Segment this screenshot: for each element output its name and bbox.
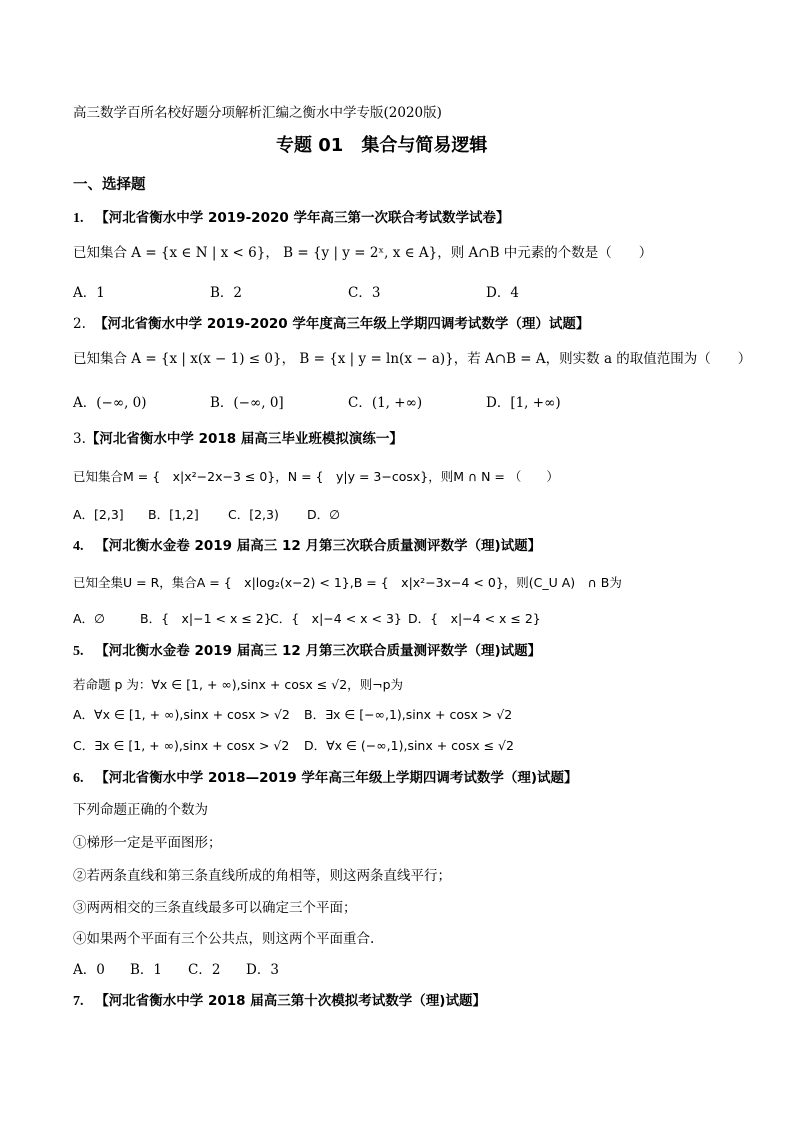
question-1-stem: 已知集合 A = {x ∈ N | x < 6}， B = {y | y = 2ˣ, x ∈ A}，则 A∩B 中元素的个数是（ ）: [73, 245, 653, 261]
question-4-option-c: C．{ x|−4 < x < 3}: [270, 611, 402, 626]
question-6-option-b: B．1: [130, 962, 163, 978]
question-5-option-d: D．∀x ∈ (−∞,1),sinx + cosx ≤ √2: [304, 738, 514, 753]
question-2-option-a: A．(−∞, 0): [73, 395, 147, 411]
question-2-stem: 已知集合 A = {x | x(x − 1) ≤ 0}， B = {x | y = ln(x − a)}，若 A∩B = A，则实数 a 的取值范围为（ ）: [73, 351, 752, 367]
question-4-source-line: [73, 537, 541, 556]
question-5-option-b: B．∃x ∈ [−∞,1),sinx + cosx > √2: [304, 707, 513, 722]
question-4-option-a: A．∅: [73, 611, 105, 626]
question-5-option-c: C．∃x ∈ [1, + ∞),sinx + cosx > √2: [73, 738, 290, 753]
document-header: 高三数学百所名校好题分项解析汇编之衡水中学专版(2020版): [73, 105, 442, 121]
question-2-source: 【河北省衡水中学 2019-2020 学年度高三年级上学期四调考试数学（理）试题】: [94, 316, 590, 332]
question-2-option-b: B．(−∞, 0]: [210, 395, 284, 411]
question-2-option-d: D．[1, +∞): [486, 395, 561, 411]
question-1-option-d: D．4: [486, 285, 519, 301]
question-2-source-line: [73, 315, 589, 333]
question-6-option-d: D．3: [246, 962, 279, 978]
question-3-source: 【河北省衡水中学 2018 届高三毕业班模拟演练一】: [85, 431, 403, 447]
question-5-option-a: A．∀x ∈ [1, + ∞),sinx + cosx > √2: [73, 707, 290, 722]
question-2-number: 2.: [73, 316, 86, 332]
question-6-option-c: C．2: [188, 962, 221, 978]
question-1-source-line: [73, 209, 509, 228]
question-5-source-line: [73, 642, 541, 661]
question-3-option-d: D．∅: [307, 507, 341, 522]
question-4-number: 4.: [73, 539, 84, 554]
question-4-source: 【河北衡水金卷 2019 届高三 12 月第三次联合质量测评数学（理)试题】: [95, 538, 542, 554]
question-3-source-line: [73, 430, 403, 448]
question-5-stem: 若命题 p 为：∀x ∈ [1, + ∞),sinx + cosx ≤ √2，则¬p为: [73, 677, 404, 692]
question-3-option-a: A．[2,3]: [73, 507, 124, 522]
question-4-stem: 已知全集U = R，集合A = { x|log₂(x−2) < 1},B = { x|x²−3x−4 < 0}，则(C_U A) ∩ B为: [73, 575, 622, 590]
question-6-item-3: ③两两相交的三条直线最多可以确定三个平面；: [73, 900, 357, 916]
question-1-option-a: A．1: [73, 285, 105, 301]
question-1-option-c: C．3: [348, 285, 381, 301]
question-7-source-line: [73, 992, 486, 1011]
question-1-option-b: B．2: [210, 285, 243, 301]
question-6-item-4: ④如果两个平面有三个公共点，则这两个平面重合.: [73, 931, 375, 947]
question-7-source: 【河北省衡水中学 2018 届高三第十次模拟考试数学（理)试题】: [95, 993, 486, 1009]
question-6-item-1: ①梯形一定是平面图形；: [73, 835, 222, 851]
question-6-source: 【河北省衡水中学 2018—2019 学年高三年级上学期四调考试数学（理)试题】: [95, 770, 578, 786]
question-1-number: 1.: [73, 211, 84, 226]
question-3-stem: 已知集合M = { x|x²−2x−3 ≤ 0}，N = { y|y = 3−cosx}，则M ∩ N = （ ）: [73, 469, 559, 484]
question-6-item-2: ②若两条直线和第三条直线所成的角相等，则这两条直线平行；: [73, 868, 451, 884]
question-6-source-line: [73, 769, 578, 788]
question-7-number: 7.: [73, 994, 84, 1009]
question-1-source: 【河北省衡水中学 2019-2020 学年高三第一次联合考试数学试卷】: [95, 210, 510, 226]
question-3-number: 3.: [73, 431, 86, 447]
question-4-option-d: D．{ x|−4 < x ≤ 2}: [408, 611, 541, 626]
section-heading: 一、选择题: [73, 177, 146, 193]
question-6-stem: 下列命题正确的个数为: [73, 802, 208, 818]
question-5-source: 【河北衡水金卷 2019 届高三 12 月第三次联合质量测评数学（理)试题】: [95, 643, 542, 659]
page-title: 专题 01 集合与简易逻辑: [276, 135, 488, 156]
question-6-number: 6.: [73, 771, 84, 786]
question-2-option-c: C．(1, +∞): [348, 395, 423, 411]
question-3-option-c: C．[2,3): [228, 507, 279, 522]
question-6-option-a: A．0: [73, 962, 105, 978]
question-3-option-b: B．[1,2]: [148, 507, 199, 522]
question-5-number: 5.: [73, 644, 84, 659]
question-4-option-b: B．{ x|−1 < x ≤ 2}: [140, 611, 272, 626]
